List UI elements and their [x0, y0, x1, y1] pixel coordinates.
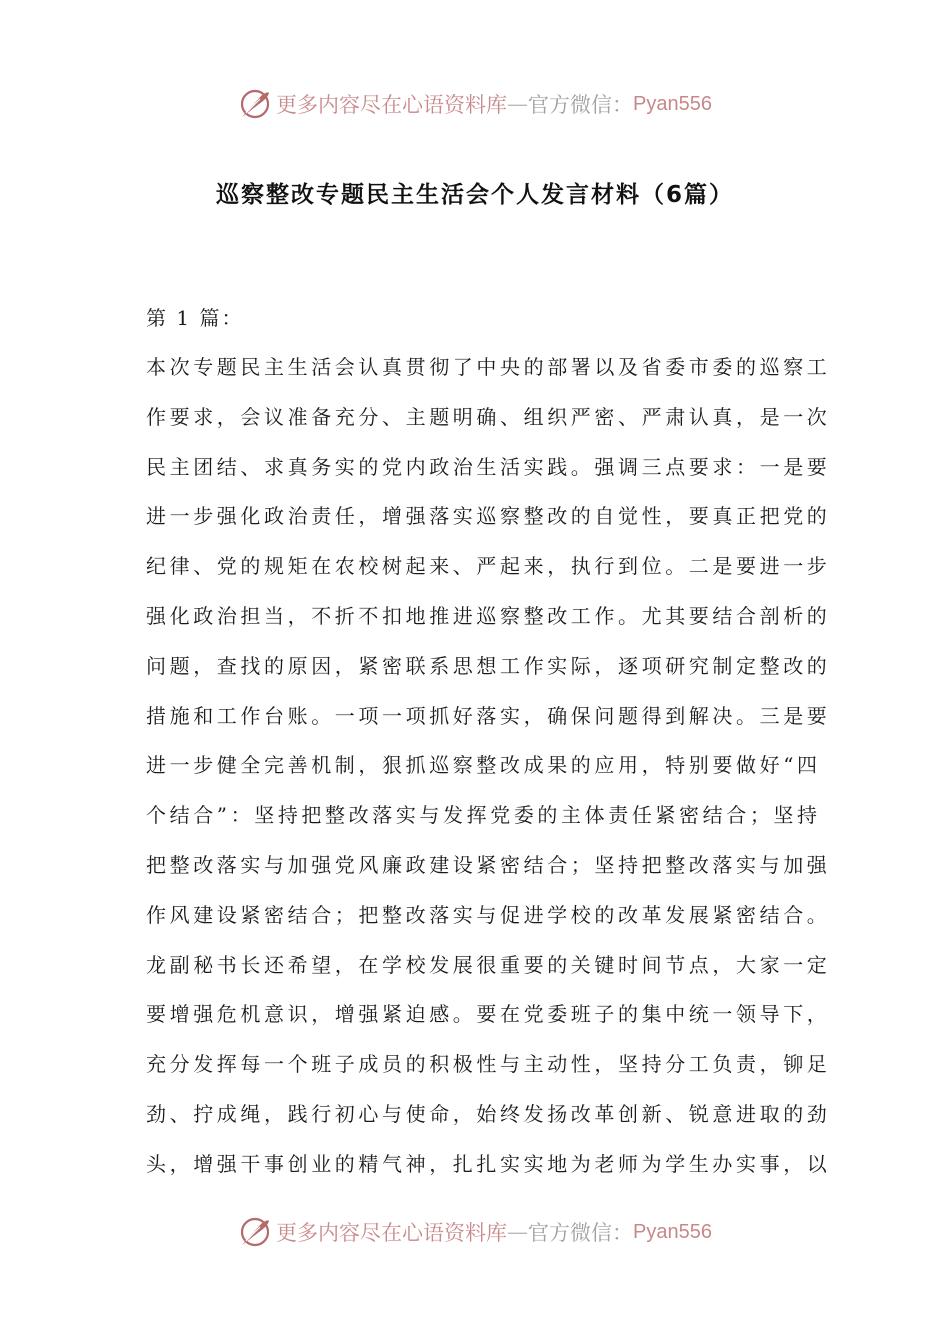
document-title: 巡察整改专题民主生活会个人发言材料（6篇） — [215, 182, 734, 208]
watermark-contact-label: 官方微信： — [528, 1221, 634, 1245]
body-line: 问题，查找的原因，紧密联系思想工作实际，逐项研究制定整改的 — [146, 653, 831, 678]
section-label: 第 1 篇： — [146, 306, 244, 330]
body-line: 民主团结、求真务实的党内政治生活实践。强调三点要求：一是要 — [146, 454, 831, 479]
quill-pen-logo-icon — [238, 87, 272, 121]
watermark-brand-text: 更多内容尽在心语资料库 — [276, 1221, 508, 1245]
body-line: 进一步健全完善机制，狠抓巡察整改成果的应用，特别要做好“四 — [146, 753, 821, 778]
watermark-separator: — — [507, 92, 529, 116]
watermark-contact-id: Pyan556 — [633, 92, 712, 115]
body-line: 充分发挥每一个班子成员的积极性与主动性，坚持分工负责，铆足 — [146, 1052, 831, 1077]
body-line: 强化政治担当，不折不扣地推进巡察整改工作。尤其要结合剖析的 — [146, 603, 831, 628]
quill-pen-logo-icon — [238, 1215, 272, 1249]
watermark-separator: — — [507, 1220, 529, 1244]
body-line: 个结合”：坚持把整改落实与发挥党委的主体责任紧密结合；坚持 — [146, 803, 821, 828]
body-line: 要增强危机意识，增强紧迫感。要在党委班子的集中统一领导下， — [146, 1002, 831, 1027]
body-line: 本次专题民主生活会认真贯彻了中央的部署以及省委市委的巡察工 — [146, 355, 831, 379]
body-line: 进一步强化政治责任，增强落实巡察整改的自觉性，要真正把党的 — [146, 504, 831, 529]
body-line: 头，增强干事创业的精气神，扎扎实实地为老师为学生办实事，以 — [146, 1151, 831, 1176]
body-line: 作要求，会议准备充分、主题明确、组织严密、严肃认真，是一次 — [146, 404, 831, 429]
body-line: 劲、拧成绳，践行初心与使命，始终发扬改革创新、锐意进取的劲 — [146, 1101, 831, 1126]
header-watermark — [0, 84, 950, 124]
body-line: 把整改落实与加强党风廉政建设紧密结合；坚持把整改落实与加强 — [146, 852, 831, 877]
body-text — [146, 349, 831, 1196]
footer-watermark — [0, 1212, 950, 1252]
watermark-brand-text: 更多内容尽在心语资料库 — [276, 93, 508, 117]
body-line: 纪律、党的规矩在农校树起来、严起来，执行到位。二是要进一步 — [146, 554, 831, 579]
body-line: 作风建设紧密结合；把整改落实与促进学校的改革发展紧密结合。 — [146, 902, 831, 927]
body-line: 龙副秘书长还希望，在学校发展很重要的关键时间节点，大家一定 — [146, 952, 831, 977]
watermark-contact-label: 官方微信： — [528, 93, 634, 117]
watermark-contact-id: Pyan556 — [633, 1220, 712, 1243]
body-line: 措施和工作台账。一项一项抓好落实，确保问题得到解决。三是要 — [146, 703, 831, 728]
